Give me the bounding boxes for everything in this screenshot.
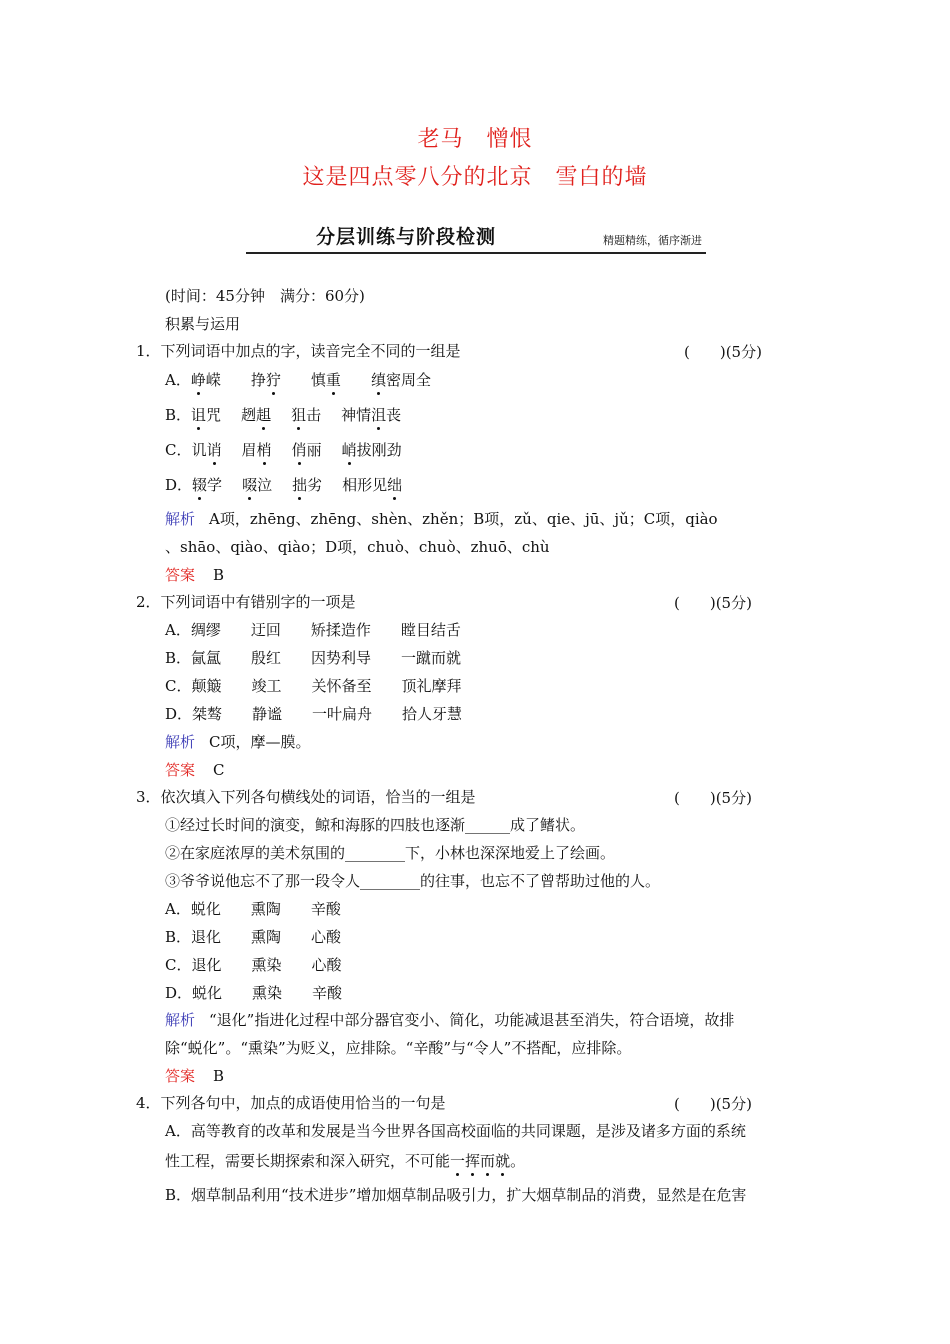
q2-option-b: B．氤氲 殷红 因势利导 一蹴而就 [165,649,462,667]
q3-option-b: B．退化 熏陶 心酸 [165,928,342,946]
q3-analysis-line-1: 解析 “退化”指进化过程中部分器官变小、简化，功能减退甚至消失，符合语境，故排 [165,1011,735,1029]
title-line-1: 老马 憎恨 [417,127,533,152]
q2-option-d: D．桀骜 静谧 一叶扁舟 拾人牙慧 [165,705,463,723]
q2-stem: 2．下列词语中有错别字的一项是 [136,593,356,611]
banner-subtitle: 精题精练，循序渐进 [603,234,702,247]
q3-sentence-1: ①经过长时间的演变，鲸和海豚的四肢也逐渐______成了鳍状。 [165,816,586,834]
q1-option-d: D．辍学 啜泣 拙劣 相形见绌 [165,476,403,494]
q1-analysis-line-1: 解析 A项，zhēng、zhēng、shèn、zhěn；B项，zǔ、qie、jū、jǔ；C项，qiào [165,510,718,528]
q1-option-b: B．诅咒 趔趄 狙击 神情沮丧 [165,406,402,424]
q1-answer: 答案 B [165,566,225,584]
analysis-label: 解析 [165,510,196,528]
q4-stem: 4．下列各句中，加点的成语使用恰当的一句是 [136,1094,446,1112]
answer-label: 答案 [165,1067,196,1085]
q3-option-a: A．蜕化 熏陶 辛酸 [165,900,341,918]
q1-score: ( )(5分) [684,343,762,361]
q3-option-c: C．退化 熏染 心酸 [165,956,342,974]
q3-sentence-3: ③爷爷说他忘不了那一段令人________的往事，也忘不了曾帮助过他的人。 [165,872,661,890]
q3-score: ( )(5分) [674,789,752,807]
q3-option-d: D．蜕化 熏染 辛酸 [165,984,343,1002]
q4-score: ( )(5分) [674,1095,752,1113]
q4-option-b-line-1: B．烟草制品利用“技术进步”增加烟草制品吸引力，扩大烟草制品的消费，显然是在危害 [165,1186,747,1204]
section-banner [246,222,706,254]
q2-analysis: 解析 C项，摩—膜。 [165,733,311,751]
analysis-label: 解析 [165,1011,196,1029]
answer-label: 答案 [165,761,196,779]
answer-label: 答案 [165,566,196,584]
q3-answer: 答案 B [165,1067,225,1085]
q3-sentence-2: ②在家庭浓厚的美术氛围的________下，小林也深深地爱上了绘画。 [165,844,616,862]
q3-stem: 3．依次填入下列各句横线处的词语，恰当的一组是 [136,788,476,806]
q2-score: ( )(5分) [674,594,752,612]
analysis-label: 解析 [165,733,196,751]
title-line-2: 这是四点零八分的北京 雪白的墙 [302,165,648,190]
q3-analysis-line-2: 除“蜕化”。“熏染”为贬义，应排除。“辛酸”与“令人”不搭配，应排除。 [165,1039,632,1057]
q2-option-a: A．绸缪 迂回 矫揉造作 瞠目结舌 [165,621,461,639]
q4-option-a-line-2: 性工程，需要长期探索和深入研究，不可能一挥而就。 [165,1152,526,1170]
banner-title: 分层训练与阶段检测 [316,226,497,248]
q1-stem: 1．下列词语中加点的字，读音完全不同的一组是 [136,342,461,360]
section-heading: 积累与运用 [165,315,241,333]
q1-option-a: A．峥嵘 挣狞 慎重 缜密周全 [165,371,431,389]
q4-option-a-line-1: A．高等教育的改革和发展是当今世界各国高校面临的共同课题，是涉及诸多方面的系统 [165,1122,746,1140]
q1-option-c: C．讥诮 眉梢 俏丽 峭拔刚劲 [165,441,402,459]
q1-analysis-line-2: 、shāo、qiào、qiào；D项，chuò、chuò、zhuō、chù [165,538,550,556]
time-info: (时间：45分钟 满分：60分) [165,287,365,305]
q2-answer: 答案 C [165,761,225,779]
q2-option-c: C．颠簸 竣工 关怀备至 顶礼摩拜 [165,677,462,695]
